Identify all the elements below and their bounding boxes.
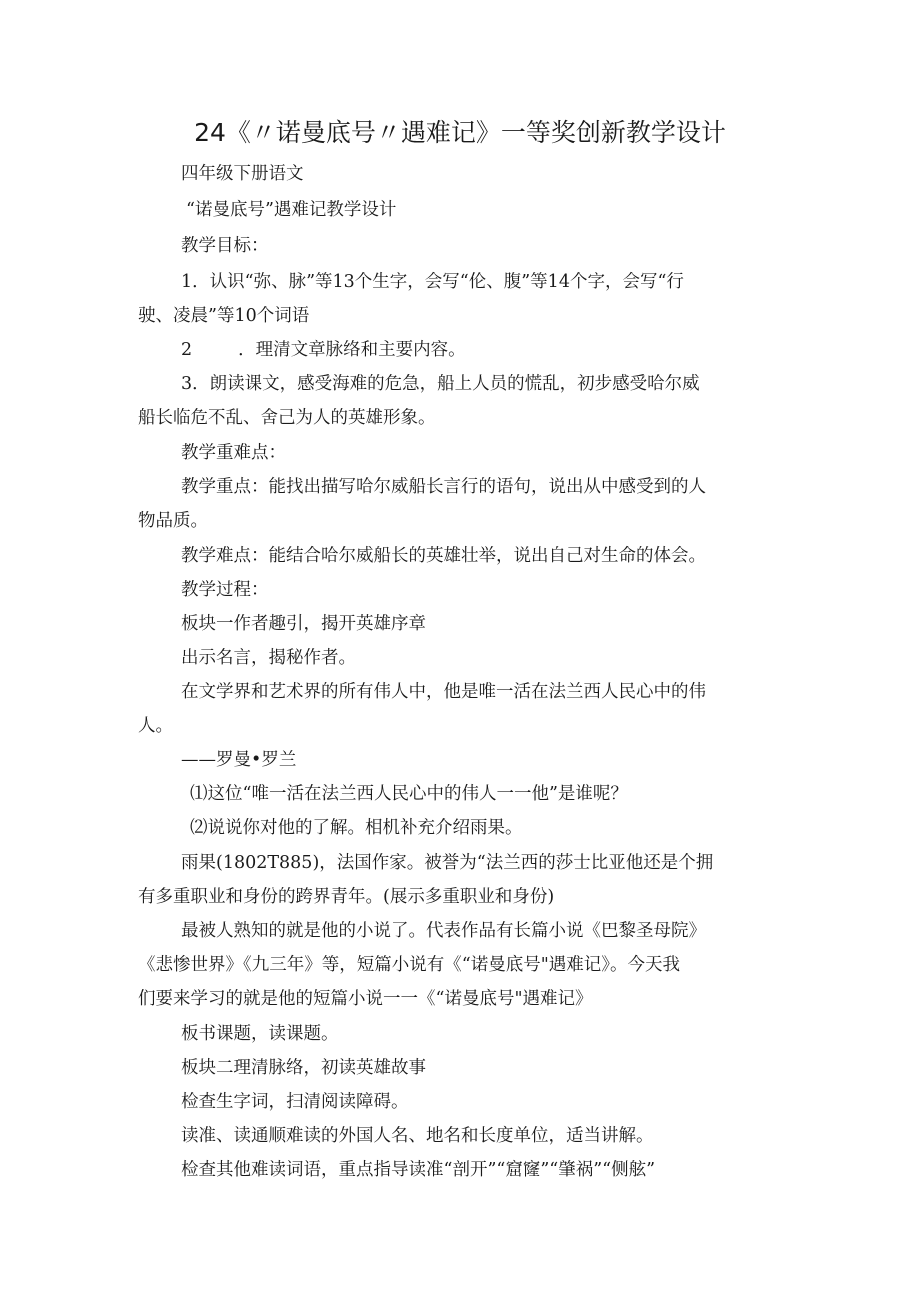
paragraph-grade: 四年级下册语文 bbox=[181, 164, 304, 184]
paragraph-board-title: 板书课题，读课题。 bbox=[181, 1024, 339, 1044]
paragraph-read-names: 读准、读通顺难读的外国人名、地名和长度单位，适当讲解。 bbox=[181, 1126, 654, 1146]
hugo-intro-line-1: 雨果(1802T885)，法国作家。被誉为“法兰西的莎士比亚他还是个拥 bbox=[181, 853, 714, 873]
objective-1-line-1: 1．认识“弥、脉”等13个生字，会写“伦、腹”等14个字，会写“行 bbox=[181, 272, 684, 292]
key-point-line-1: 教学重点：能找出描写哈尔威船长言行的语句，说出从中感受到的人 bbox=[181, 477, 706, 497]
works-line-1: 最被人熟知的就是他的小说了。代表作品有长篇小说《巴黎圣母院》 bbox=[181, 921, 706, 941]
objective-2 bbox=[181, 332, 466, 368]
question-1: ⑴这位“唯一活在法兰西人民心中的伟人一一他”是谁呢？ bbox=[190, 784, 628, 804]
quote-line-2: 人。 bbox=[138, 716, 173, 736]
key-point-line-2: 物品质。 bbox=[138, 511, 208, 531]
paragraph-hard-words: 检查其他难读词语，重点指导读准“剖开”“窟窿”“肇祸”“侧舷” bbox=[181, 1160, 656, 1180]
difficulty-line: 教学难点：能结合哈尔威船长的英雄壮举，说出自己对生命的体会。 bbox=[181, 546, 706, 566]
objective-1-line-2: 驶、凌晨”等10个词语 bbox=[138, 306, 310, 326]
paragraph-quote-intro: 出示名言，揭秘作者。 bbox=[181, 648, 356, 668]
quote-line-1: 在文学界和艺术界的所有伟人中，他是唯一活在法兰西人民心中的伟 bbox=[181, 682, 706, 702]
quote-attribution: ——罗曼•罗兰 bbox=[181, 750, 297, 770]
works-line-2: 《悲惨世界》《九三年》等，短篇小说有《“诺曼底号"遇难记》。今天我 bbox=[138, 955, 680, 975]
objective-3-line-2: 船长临危不乱、舍己为人的英雄形象。 bbox=[138, 408, 436, 428]
section-2-heading: 板块二理清脉络，初读英雄故事 bbox=[181, 1058, 426, 1078]
works-line-3: 们要来学习的就是他的短篇小说一一《“诺曼底号"遇难记》 bbox=[138, 989, 593, 1009]
paragraph-check-words: 检查生字词，扫清阅读障碍。 bbox=[181, 1092, 409, 1112]
heading-key-points: 教学重难点： bbox=[181, 443, 286, 463]
objective-3-line-1: 3．朗读课文，感受海难的危急，船上人员的慌乱，初步感受哈尔威 bbox=[181, 374, 700, 394]
question-2: ⑵说说你对他的了解。相机补充介绍雨果。 bbox=[190, 818, 523, 838]
section-1-heading: 板块一作者趣引，揭开英雄序章 bbox=[181, 614, 426, 634]
objective-2-number: 2 bbox=[181, 340, 193, 360]
heading-process: 教学过程： bbox=[181, 580, 269, 600]
heading-objectives: 教学目标： bbox=[181, 236, 269, 256]
paragraph-subtitle: “诺曼底号”遇难记教学设计 bbox=[186, 200, 397, 220]
hugo-intro-line-2: 有多重职业和身份的跨界青年。(展示多重职业和身份) bbox=[138, 887, 555, 907]
document-title: 24《〃诺曼底号〃遇难记》一等奖创新教学设计 bbox=[194, 118, 726, 147]
objective-2-text: ．理清文章脉络和主要内容。 bbox=[238, 340, 466, 360]
